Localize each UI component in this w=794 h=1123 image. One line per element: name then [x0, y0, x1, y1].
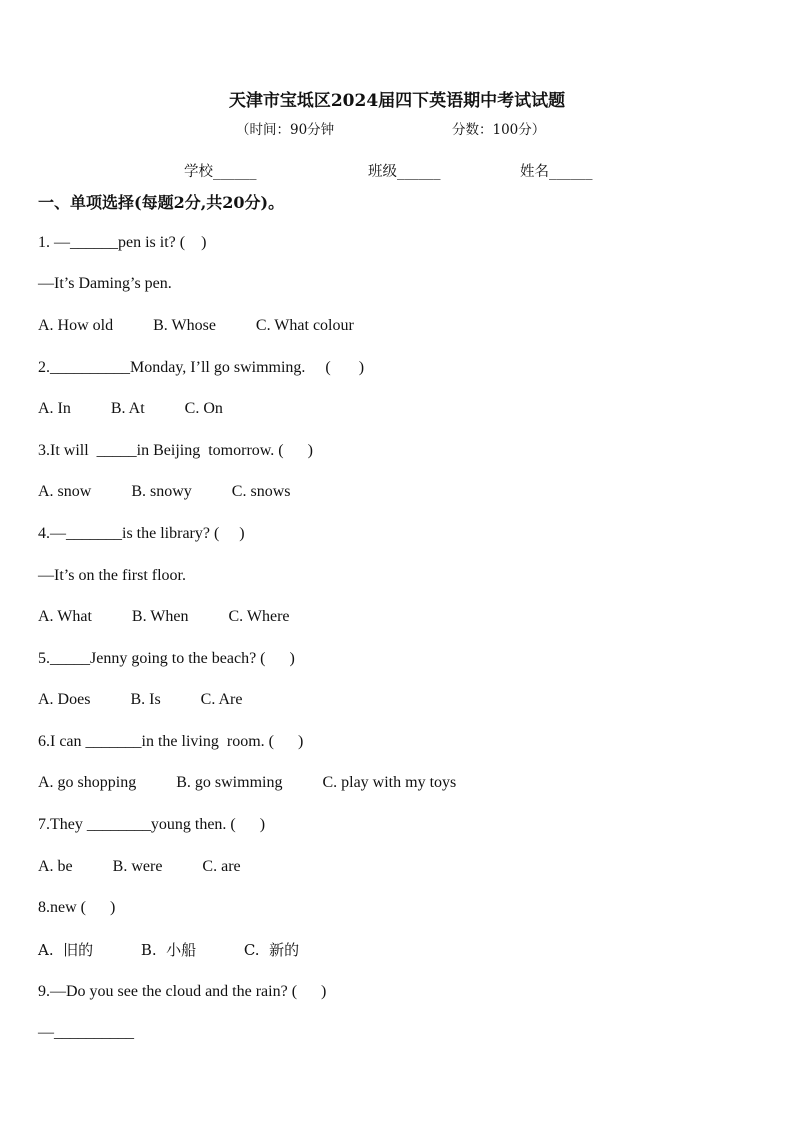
question-8: 8.new ( )	[38, 899, 116, 916]
name-field: 姓名______	[520, 164, 593, 180]
options-5: A. Does B. Is C. Are	[38, 691, 243, 708]
question-3: 3.It will _____in Beijing tomorrow. ( )	[38, 442, 313, 459]
options-2: A. In B. At C. On	[38, 400, 223, 417]
options-7: A. be B. were C. are	[38, 858, 241, 875]
exam-score: 分数：100分）	[452, 122, 546, 138]
question-1: 1. —______pen is it? ( )	[38, 234, 207, 251]
school-field: 学校______	[184, 164, 257, 180]
section-heading: 一、单项选择(每题2分,共20分)。	[38, 193, 285, 212]
exam-time: （时间：90分钟	[236, 122, 335, 138]
question-2: 2.__________Monday, I’ll go swimming. ( )	[38, 359, 365, 376]
question-6: 6.I can _______in the living room. ( )	[38, 733, 304, 750]
answer-line-4: —It’s on the first floor.	[38, 567, 186, 584]
question-7: 7.They ________young then. ( )	[38, 816, 266, 833]
options-8: A. 旧的 B. 小船 C. 新的	[38, 941, 300, 959]
options-6: A. go shopping B. go swimming C. play with my toys	[38, 774, 457, 791]
options-3: A. snow B. snowy C. snows	[38, 483, 291, 500]
question-5: 5._____Jenny going to the beach? ( )	[38, 650, 295, 667]
class-field: 班级______	[368, 164, 441, 180]
exam-title: 天津市宝坻区2024届四下英语期中考试试题	[228, 91, 566, 111]
answer-line-9: —__________	[38, 1024, 134, 1041]
question-4: 4.—_______is the library? ( )	[38, 525, 245, 542]
answer-line-1: —It’s Daming’s pen.	[38, 275, 172, 292]
question-9: 9.—Do you see the cloud and the rain? ( )	[38, 983, 327, 1000]
options-1: A. How old B. Whose C. What colour	[38, 317, 354, 334]
options-4: A. What B. When C. Where	[38, 608, 290, 625]
